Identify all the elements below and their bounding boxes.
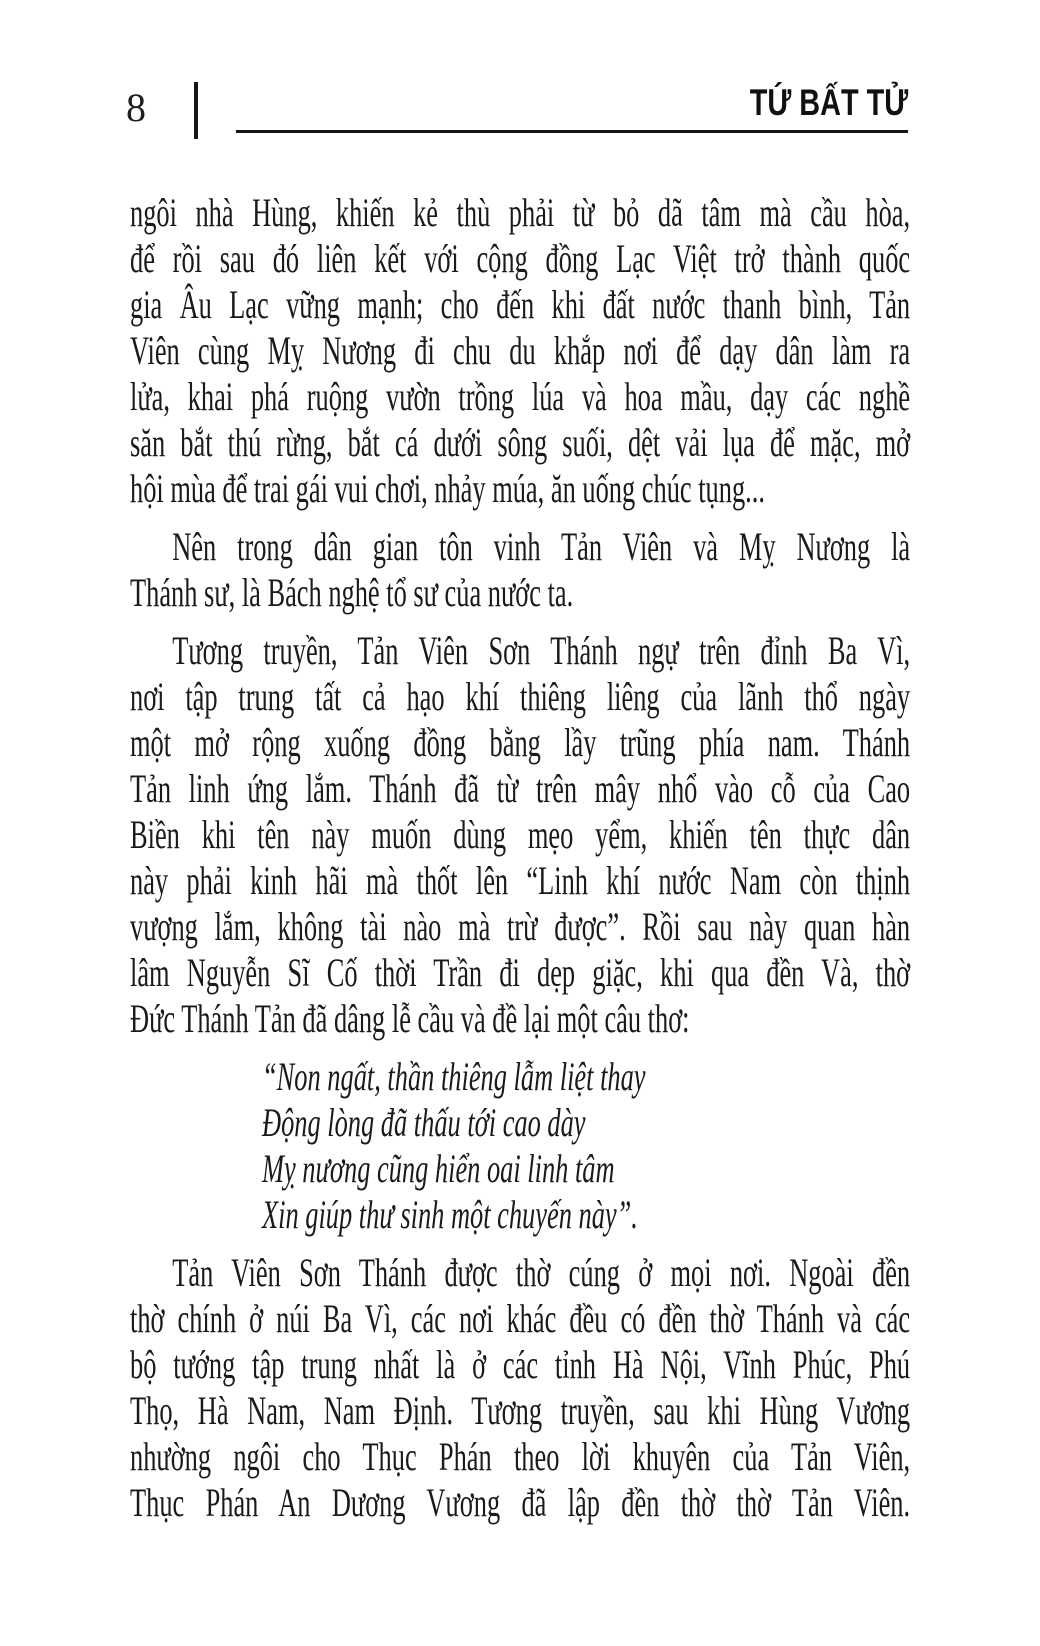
- page-body: [130, 190, 910, 1526]
- paragraph: [130, 190, 910, 512]
- text-line: Tản linh ứng lắm. Thánh đã từ trên mây nhổ vào cỗ của Cao: [130, 766, 911, 811]
- header-rule: [236, 130, 908, 133]
- text-line: thờ chính ở núi Ba Vì, các nơi khác đều có đền thờ Thánh và các: [130, 1296, 911, 1341]
- text-line: hội mùa để trai gái vui chơi, nhảy múa, ăn uống chúc tụng...: [130, 466, 765, 511]
- text-line: lâm Nguyễn Sĩ Cố thời Trần đi dẹp giặc, khi qua đền Và, thờ: [130, 950, 911, 995]
- text-line: để rồi sau đó liên kết với cộng đồng Lạc Việt trở thành quốc: [130, 236, 911, 281]
- text-line: này phải kinh hãi mà thốt lên “Linh khí nước Nam còn thịnh: [130, 858, 911, 903]
- paragraph: [130, 628, 910, 1042]
- page-number: 8: [126, 85, 146, 130]
- text-line: nhường ngôi cho Thục Phán theo lời khuyên của Tản Viên,: [130, 1434, 911, 1479]
- poem-line: Động lòng đã thấu tới cao dày: [262, 1100, 586, 1145]
- text-line: Tương truyền, Tản Viên Sơn Thánh ngự trên đỉnh Ba Vì,: [172, 628, 911, 673]
- text-line: Tản Viên Sơn Thánh được thờ cúng ở mọi nơi. Ngoài đền: [172, 1250, 911, 1295]
- text-line: săn bắt thú rừng, bắt cá dưới sông suối, dệt vải lụa để mặc, mở: [130, 420, 911, 465]
- text-line: vượng lắm, không tài nào mà trừ được”. Rồi sau này quan hàn: [130, 904, 911, 949]
- poem-line: “Non ngất, thần thiêng lẫm liệt thay: [262, 1054, 646, 1099]
- text-line: gia Âu Lạc vững mạnh; cho đến khi đất nước thanh bình, Tản: [130, 282, 911, 327]
- poem-stanza: [130, 1054, 910, 1238]
- running-title: TỨ BẤT TỬ: [749, 82, 908, 123]
- text-line: ngôi nhà Hùng, khiến kẻ thù phải từ bỏ dã tâm mà cầu hòa,: [130, 190, 911, 235]
- paragraph: [130, 524, 910, 616]
- text-line: Biền khi tên này muốn dùng mẹo yểm, khiến tên thực dân: [130, 812, 911, 857]
- text-line: Viên cùng Mỵ Nương đi chu du khắp nơi để dạy dân làm ra: [130, 328, 911, 373]
- text-line: Thánh sư, là Bách nghệ tổ sư của nước ta.: [130, 570, 574, 615]
- text-line: lửa, khai phá ruộng vườn trồng lúa và hoa mầu, dạy các nghề: [130, 374, 911, 419]
- text-line: một mở rộng xuống đồng bằng lầy trũng phía nam. Thánh: [130, 720, 911, 765]
- text-line: Nên trong dân gian tôn vinh Tản Viên và Mỵ Nương là: [172, 524, 911, 569]
- poem-line: Mỵ nương cũng hiển oai linh tâm: [262, 1146, 615, 1191]
- text-line: nơi tập trung tất cả hạo khí thiêng liêng của lãnh thổ ngày: [130, 674, 911, 719]
- text-line: Đức Thánh Tản đã dâng lễ cầu và đề lại một câu thơ:: [130, 996, 690, 1041]
- poem-line: Xin giúp thư sinh một chuyến này”.: [262, 1192, 638, 1237]
- paragraph: [130, 1250, 910, 1526]
- text-line: bộ tướng tập trung nhất là ở các tỉnh Hà Nội, Vĩnh Phúc, Phú: [130, 1342, 911, 1387]
- text-line: Thọ, Hà Nam, Nam Định. Tương truyền, sau khi Hùng Vương: [130, 1388, 911, 1433]
- text-line: Thục Phán An Dương Vương đã lập đền thờ thờ Tản Viên.: [130, 1480, 911, 1525]
- header-divider-bar: [194, 82, 198, 139]
